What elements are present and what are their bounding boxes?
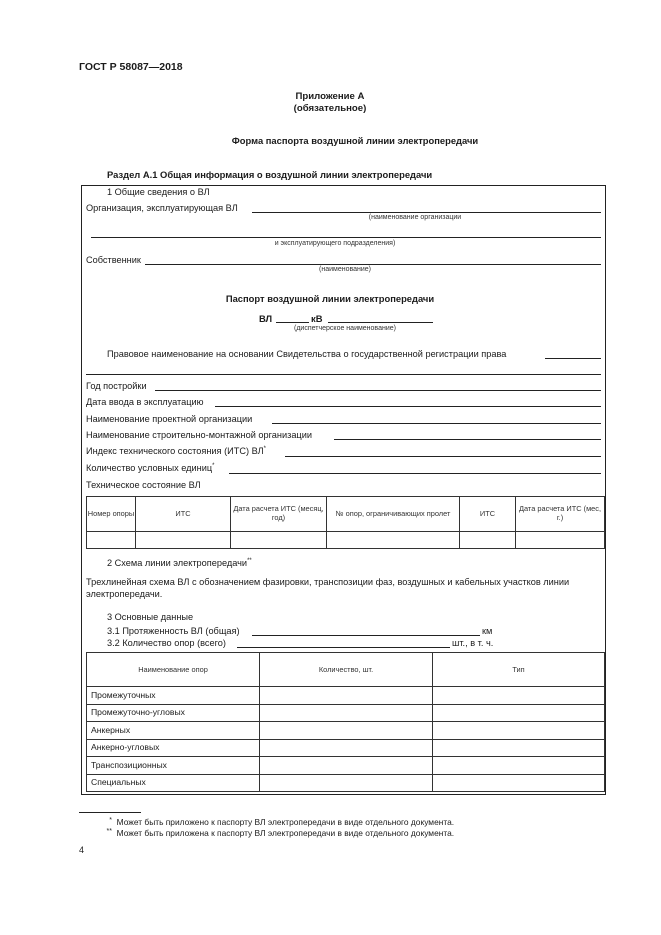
organization-field-continued[interactable] xyxy=(91,237,601,238)
col-its-date: Дата расчета ИТС (месяц, год) xyxy=(231,497,327,532)
type-cell[interactable] xyxy=(433,687,605,705)
supports-header-row xyxy=(87,653,605,687)
supports-unit: шт., в т. ч. xyxy=(452,638,494,648)
tech-state-row xyxy=(87,532,605,549)
owner-hint: (наименование) xyxy=(319,266,371,273)
appendix-status: (обязательное) xyxy=(293,103,367,114)
type-cell[interactable] xyxy=(433,739,605,757)
table-cell[interactable] xyxy=(516,532,605,549)
length-field[interactable] xyxy=(252,635,480,636)
supports-label: 3.2 Количество опор (всего) xyxy=(107,638,226,648)
col-span-supports: № опор, ограничивающих пролет xyxy=(327,497,460,532)
support-name: Транспозиционных xyxy=(87,757,260,775)
design-org-label: Наименование проектной организации xyxy=(86,414,253,425)
supports-table xyxy=(86,652,605,792)
units-count-label: Количество условных единиц* xyxy=(86,463,215,474)
supports-row xyxy=(87,739,605,757)
tech-state-header-row xyxy=(87,497,605,532)
organization-hint: (наименование организации xyxy=(368,214,462,221)
appendix-title: Приложение А xyxy=(295,91,365,102)
table-cell[interactable] xyxy=(460,532,516,549)
length-unit: км xyxy=(482,626,493,636)
build-year-field[interactable] xyxy=(155,390,601,391)
quantity-cell[interactable] xyxy=(260,687,433,705)
page-number: 4 xyxy=(79,845,85,855)
dispatch-name-field[interactable] xyxy=(328,322,433,323)
type-cell[interactable] xyxy=(433,704,605,722)
quantity-cell[interactable] xyxy=(260,722,433,740)
supports-row xyxy=(87,757,605,775)
col-support-number: Номер опоры xyxy=(87,497,136,532)
basic-heading: 3 Основные данные xyxy=(107,612,194,622)
footnote-2: ** Может быть приложена к паспорту ВЛ электропередачи в виде отдельного документа. xyxy=(106,828,455,838)
scheme-heading: 2 Схема линии электропередачи** xyxy=(107,558,252,569)
organization-hint-continued: и эксплуатирующего подразделения) xyxy=(274,240,396,247)
table-cell[interactable] xyxy=(327,532,460,549)
its-field[interactable] xyxy=(285,456,601,457)
col-support-name: Наименование опор xyxy=(87,653,260,687)
footnote-separator xyxy=(79,812,141,813)
support-name: Специальных xyxy=(87,774,260,792)
build-year-label: Год постройки xyxy=(86,381,147,392)
type-cell[interactable] xyxy=(433,757,605,775)
quantity-cell[interactable] xyxy=(260,704,433,722)
construction-org-field[interactable] xyxy=(334,439,601,440)
col-its: ИТС xyxy=(136,497,231,532)
legal-name-label: Правовое наименование на основании Свидетельства о государственной регистрации права xyxy=(107,349,507,359)
voltage-field[interactable] xyxy=(276,322,309,323)
supports-row xyxy=(87,774,605,792)
table-cell[interactable] xyxy=(87,532,136,549)
form-title: Форма паспорта воздушной линии электропередачи xyxy=(231,135,479,146)
owner-field[interactable] xyxy=(145,264,601,265)
supports-row xyxy=(87,722,605,740)
quantity-cell[interactable] xyxy=(260,757,433,775)
supports-row xyxy=(87,687,605,705)
section-title: Раздел А.1 Общая информация о воздушной линии электропередачи xyxy=(107,169,433,180)
tech-state-label: Техническое состояние ВЛ xyxy=(86,480,201,490)
scheme-text: Трехлинейная схема ВЛ с обозначением фазировки, транспозиции фаз, воздушных и кабельных участков линии электропередачи. xyxy=(86,577,570,599)
table-cell[interactable] xyxy=(231,532,327,549)
quantity-cell[interactable] xyxy=(260,739,433,757)
footnote-1: * Может быть приложено к паспорту ВЛ электропередачи в виде отдельного документа. xyxy=(109,817,455,827)
vl-prefix: ВЛ xyxy=(259,313,273,324)
col-its-span: ИТС xyxy=(460,497,516,532)
type-cell[interactable] xyxy=(433,722,605,740)
col-its-date-span: Дата расчета ИТС (мес, г.) xyxy=(516,497,605,532)
design-org-field[interactable] xyxy=(272,423,601,424)
units-count-field[interactable] xyxy=(229,473,601,474)
length-label: 3.1 Протяженность ВЛ (общая) xyxy=(107,626,240,636)
support-name: Промежуточно-угловых xyxy=(87,704,260,722)
support-name: Промежуточных xyxy=(87,687,260,705)
col-quantity: Количество, шт. xyxy=(260,653,433,687)
kv-label: кВ xyxy=(311,313,323,324)
legal-name-field-continued[interactable] xyxy=(86,374,601,375)
legal-name-field[interactable] xyxy=(545,358,601,359)
its-label: Индекс технического состояния (ИТС) ВЛ* xyxy=(86,446,267,457)
supports-row xyxy=(87,704,605,722)
type-cell[interactable] xyxy=(433,774,605,792)
standard-id: ГОСТ Р 58087—2018 xyxy=(79,61,183,73)
support-name: Анкерных xyxy=(87,722,260,740)
supports-field[interactable] xyxy=(237,647,450,648)
commission-date-field[interactable] xyxy=(215,406,601,407)
dispatch-hint: (диспетчерское наименование) xyxy=(294,325,396,332)
col-type: Тип xyxy=(433,653,605,687)
table-cell[interactable] xyxy=(136,532,231,549)
general-heading: 1 Общие сведения о ВЛ xyxy=(107,187,210,197)
commission-date-label: Дата ввода в эксплуатацию xyxy=(86,397,204,408)
quantity-cell[interactable] xyxy=(260,774,433,792)
owner-label: Собственник xyxy=(86,255,141,265)
organization-label: Организация, эксплуатирующая ВЛ xyxy=(86,203,238,213)
construction-org-label: Наименование строительно-монтажной организации xyxy=(86,430,312,441)
support-name: Анкерно-угловых xyxy=(87,739,260,757)
tech-state-table xyxy=(86,496,605,549)
organization-field[interactable] xyxy=(252,212,601,213)
passport-title: Паспорт воздушной линии электропередачи xyxy=(225,293,435,304)
